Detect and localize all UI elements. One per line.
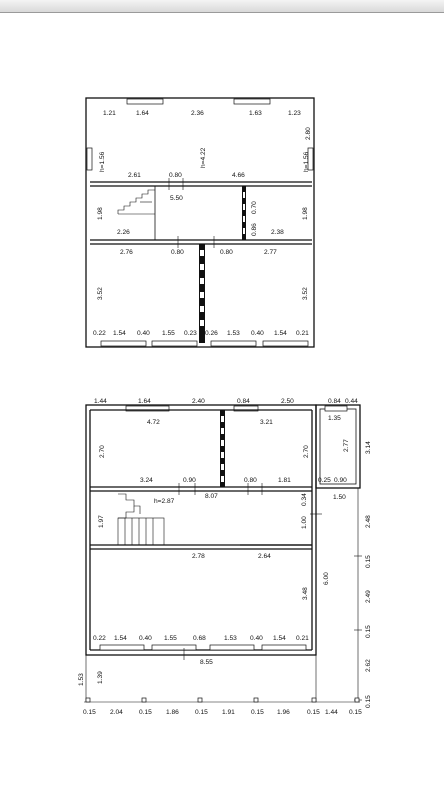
plan2-bottom-dim: 0.68 (193, 635, 206, 642)
plan2-porch-h2: 1.39 (97, 671, 104, 684)
plan2-top-dim-a: 1.44 (94, 398, 107, 405)
plan2-porch-right-h: 2.62 (365, 659, 372, 672)
plan2-window-bottom-3 (210, 645, 254, 650)
plan1-hall-right-h: 1.98 (302, 207, 309, 220)
plan2-bottom-dim: 1.54 (273, 635, 286, 642)
plan1-window-left (87, 148, 92, 170)
plan2-hall-right-h: 1.00 (301, 516, 308, 529)
plan1-width-right: 4.66 (232, 172, 245, 179)
plan1-room-height: 2.80 (305, 127, 312, 140)
plan1-top-dim-c: 2.36 (191, 110, 204, 117)
plan2-room-left-door: 0.90 (183, 477, 196, 484)
plan1-top-dim-a: 1.21 (103, 110, 116, 117)
plan1-top-dim-e: 1.23 (288, 110, 301, 117)
plan1-bottom-dim: 1.54 (274, 330, 287, 337)
plan2-top-dim-g: 0.44 (345, 398, 358, 405)
plan1-hall-length: 5.50 (170, 195, 183, 202)
plan1-door-top: 0.80 (169, 172, 182, 179)
plan2-base-dim: 0.15 (307, 709, 320, 716)
plan2-bottom-dim: 0.40 (250, 635, 263, 642)
plan2-window-bottom-2 (152, 645, 196, 650)
plan2-stair-h: h=2.87 (154, 498, 175, 505)
plan2-room-left-w-bottom: 3.24 (140, 477, 153, 484)
plan1-window-bottom-4 (263, 341, 308, 346)
plan2-base-dim: 1.96 (277, 709, 290, 716)
plan2-side-1: 0.15 (365, 555, 372, 568)
plan2-annex-d2: 0.90 (334, 477, 347, 484)
plan2-annex-w: 1.35 (328, 415, 341, 422)
plan1-window-top-right (234, 99, 270, 104)
plan2-window-bottom-1 (100, 645, 144, 650)
plan1-hall-right-w: 2.38 (271, 229, 284, 236)
plan1-bottom-left-h: 3.52 (97, 287, 104, 300)
plan1-bottom-dim: 1.54 (113, 330, 126, 337)
plan2-hall-length: 8.07 (205, 493, 218, 500)
plan2-big-room-h: 3.48 (302, 587, 309, 600)
plan2-base-dim: 0.15 (195, 709, 208, 716)
plan1-hall-door-2: 0.86 (251, 223, 258, 236)
plan1-ceiling-h: h=4.22 (200, 147, 207, 168)
plan2-room-right-w: 3.21 (260, 419, 273, 426)
plan2-window-top-3 (325, 406, 347, 411)
floor-plan-1 (86, 98, 314, 347)
plan2-hall-ext: 1.50 (333, 494, 346, 501)
plan2-top-dim-f: 0.84 (328, 398, 341, 405)
plan1-bottom-door-left: 0.80 (171, 249, 184, 256)
plan2-hall-left-h: 1.97 (98, 515, 105, 528)
plan2-base-dim: 1.44 (325, 709, 338, 716)
plan1-bottom-dim: 0.22 (93, 330, 106, 337)
plan2-base-dim: 0.15 (251, 709, 264, 716)
plan2-annex-outer-h: 3.14 (365, 441, 372, 454)
plan2-bottom-dim: 1.54 (114, 635, 127, 642)
plan2-total-width: 8.55 (200, 659, 213, 666)
plan2-hall-outer-h: 2.48 (365, 515, 372, 528)
plan2-big-room-total-h: 6.00 (323, 572, 330, 585)
plan2-side-2: 2.49 (365, 590, 372, 603)
plan1-stairs-h: 1.98 (97, 207, 104, 220)
plan2-top-dim-e: 2.50 (281, 398, 294, 405)
plan2-base-dim: 0.15 (83, 709, 96, 716)
plan2-bottom-dim: 1.55 (164, 635, 177, 642)
plan2-annex-h: 2.77 (343, 439, 350, 452)
plan2-side-3: 0.15 (365, 625, 372, 638)
plan1-bottom-dim: 0.23 (184, 330, 197, 337)
plan1-stairs-w: 2.26 (117, 229, 130, 236)
plan2-top-dim-d: 0.84 (237, 398, 250, 405)
plan1-bottom-right-w: 2.77 (264, 249, 277, 256)
plan1-window-h-left: h=1.56 (99, 151, 106, 172)
plan1-bottom-dim: 0.21 (296, 330, 309, 337)
plan1-bottom-dim: 0.26 (205, 330, 218, 337)
plan2-hall-right-door: 0.34 (301, 493, 308, 506)
plan1-bottom-dim: 1.55 (162, 330, 175, 337)
plan2-porch-right-small: 0.15 (365, 695, 372, 708)
plan2-room-right-door: 0.80 (244, 477, 257, 484)
plan1-top-dim-b: 1.64 (136, 110, 149, 117)
plan2-base-dim: 2.04 (110, 709, 123, 716)
plan2-big-room-w-right: 2.64 (258, 553, 271, 560)
plan2-bottom-dim: 0.40 (139, 635, 152, 642)
plan2-annex-d1: 0.25 (318, 477, 331, 484)
plan2-room-left-w: 4.72 (147, 419, 160, 426)
plan1-width-left: 2.61 (128, 172, 141, 179)
plan2-bottom-dim: 0.22 (93, 635, 106, 642)
plan2-room-left-h: 2.70 (99, 445, 106, 458)
plan1-bottom-dim: 0.40 (137, 330, 150, 337)
plan2-outer-wall (86, 405, 316, 655)
plan2-bottom-dim: 1.53 (224, 635, 237, 642)
plan1-window-bottom-2 (152, 341, 197, 346)
plan1-window-top-left (127, 99, 163, 104)
plan2-top-dim-b: 1.64 (138, 398, 151, 405)
plan2-top-dim-c: 2.40 (192, 398, 205, 405)
plan2-base-dim: 0.15 (139, 709, 152, 716)
plan2-window-bottom-4 (262, 645, 306, 650)
plan1-window-bottom-1 (101, 341, 146, 346)
plan1-bottom-dim: 0.40 (251, 330, 264, 337)
floor-plan-2 (78, 398, 372, 716)
plan1-top-dim-d: 1.63 (249, 110, 262, 117)
plan1-bottom-left-w: 2.76 (120, 249, 133, 256)
plan1-bottom-right-h: 3.52 (302, 287, 309, 300)
plan1-bottom-door-right: 0.80 (220, 249, 233, 256)
plan2-base-dim: 0.15 (349, 709, 362, 716)
plan2-big-room-w-left: 2.78 (192, 553, 205, 560)
plan2-room-right-h: 2.70 (303, 445, 310, 458)
plan2-porch-h1: 1.53 (78, 673, 85, 686)
plan2-base-dim: 1.91 (222, 709, 235, 716)
plan2-room-right-w-bottom: 1.81 (278, 477, 291, 484)
plan2-base-dim: 1.86 (166, 709, 179, 716)
plan2-bottom-dim: 0.21 (296, 635, 309, 642)
plan1-window-bottom-3 (211, 341, 256, 346)
plan1-bottom-dim: 1.53 (227, 330, 240, 337)
plan2-staircase-upper (118, 494, 140, 514)
plan1-hall-door-1: 0.70 (251, 201, 258, 214)
plan1-window-h-right: h=1.56 (303, 151, 310, 172)
